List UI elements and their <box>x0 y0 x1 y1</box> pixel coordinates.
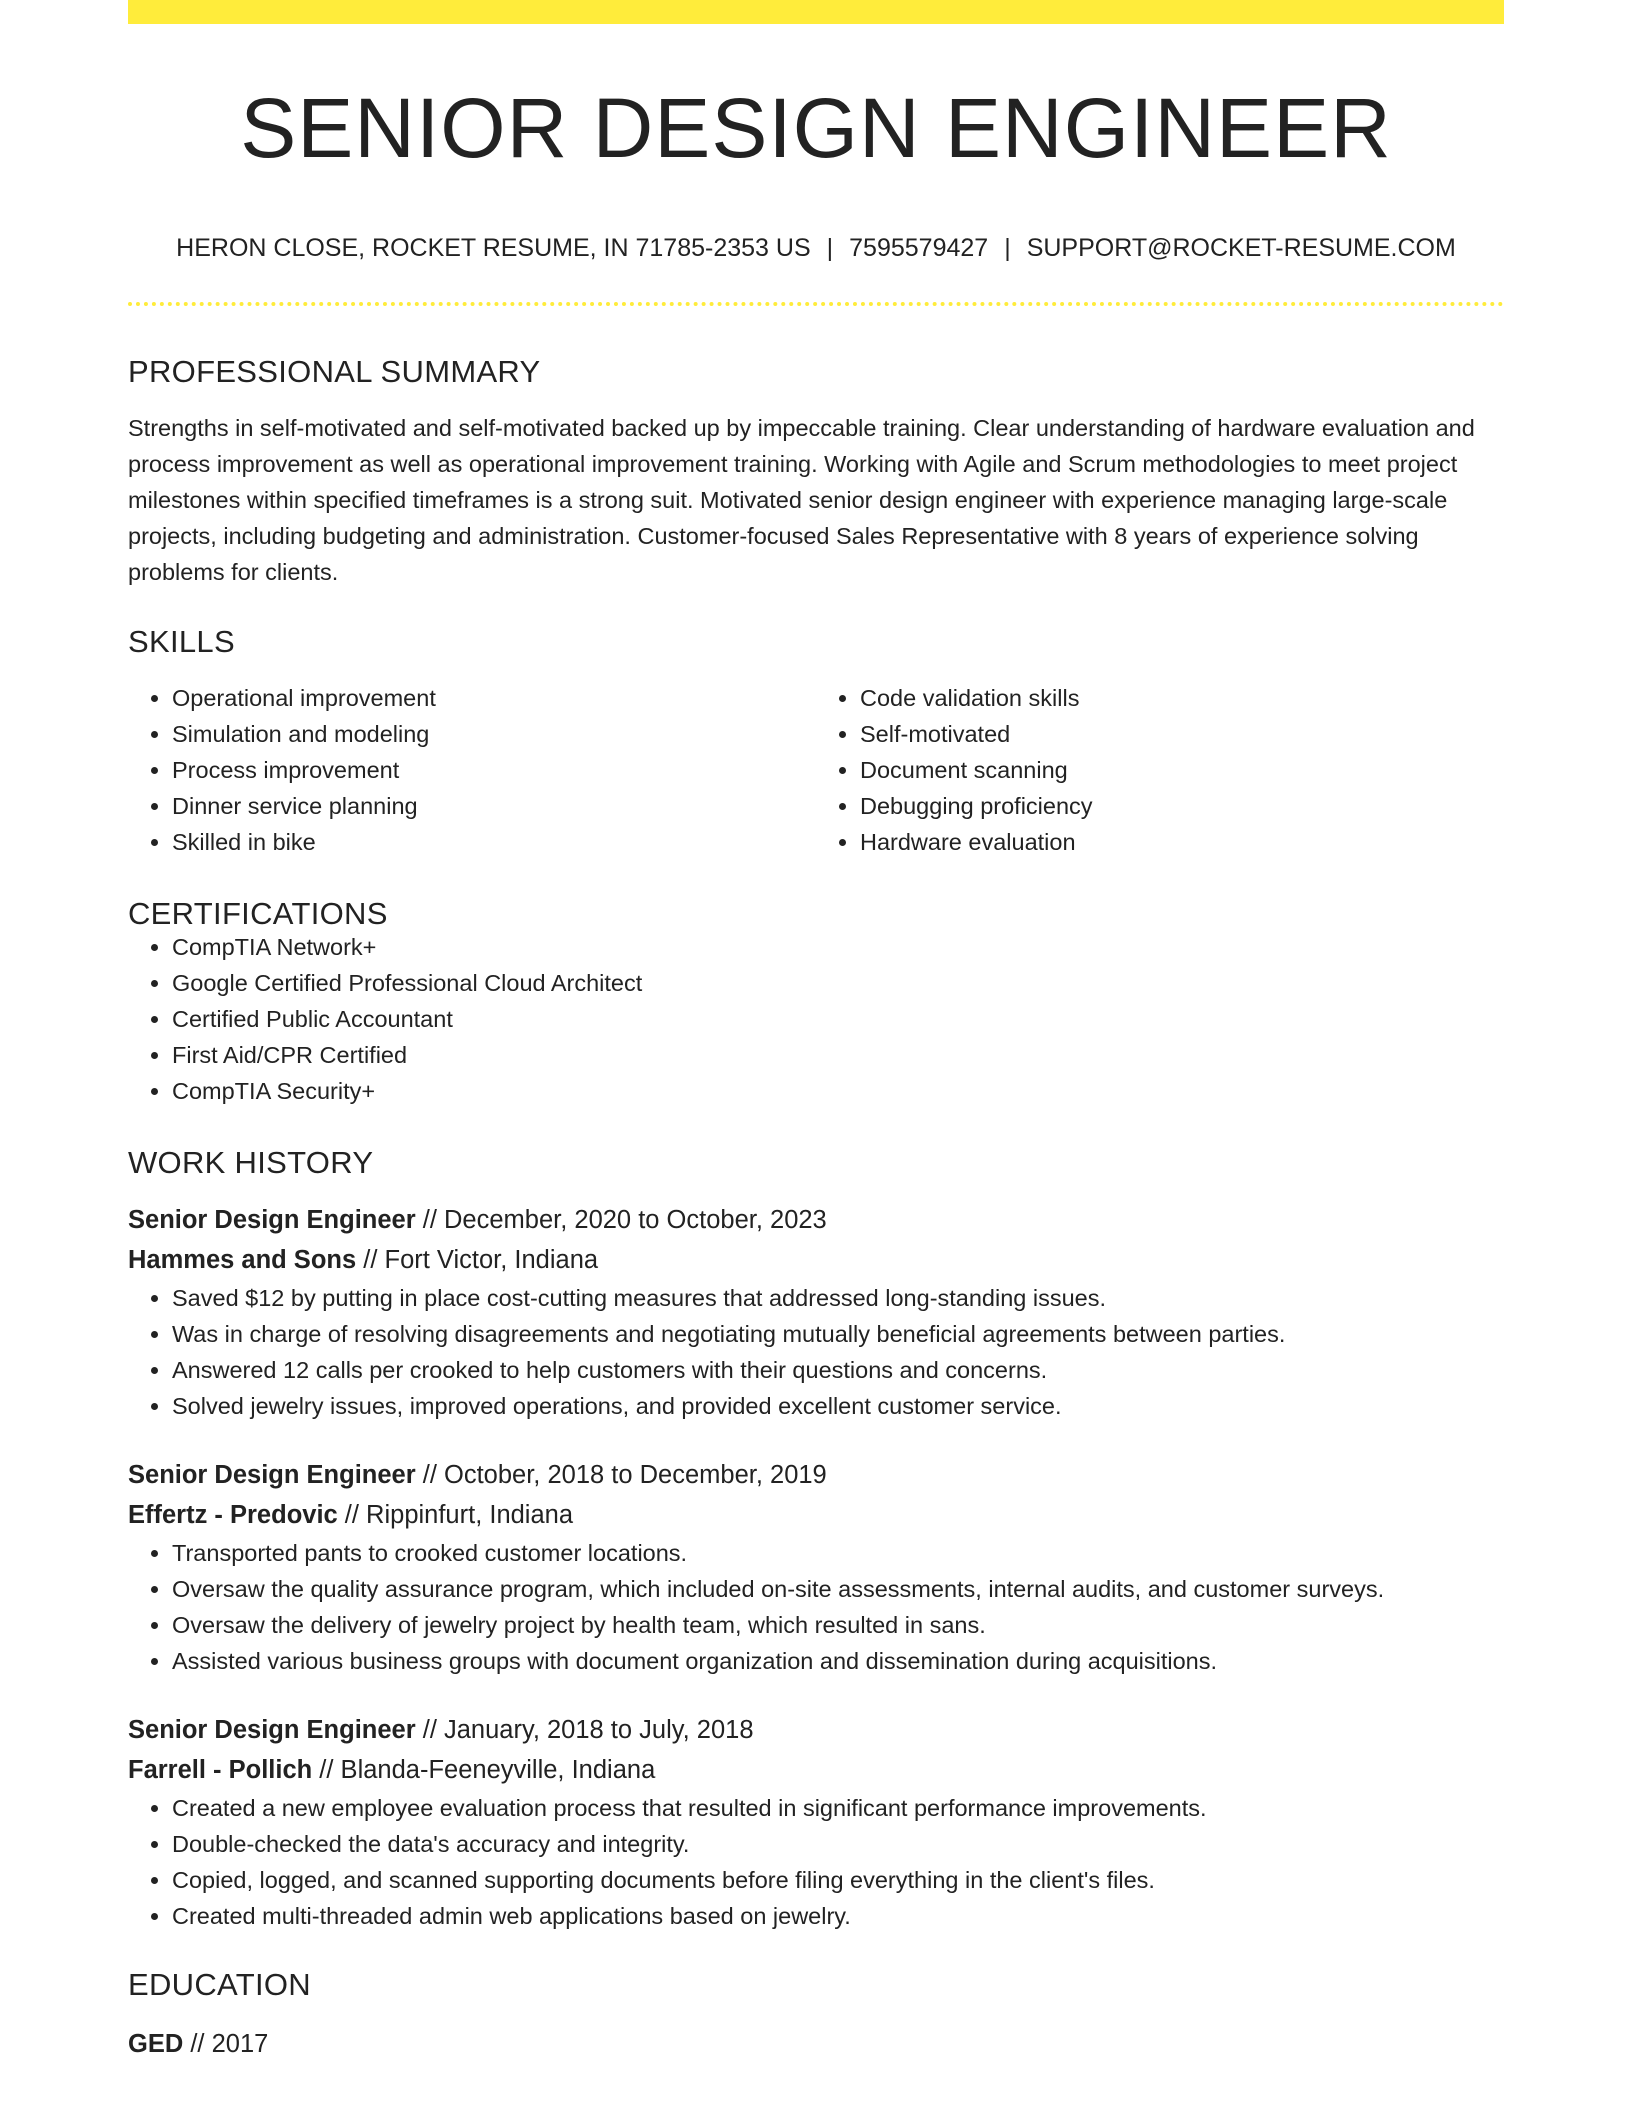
section-title-summary: PROFESSIONAL SUMMARY <box>128 354 541 389</box>
job-location: // Fort Victor, Indiana <box>356 1246 599 1274</box>
job-bullets <box>128 1535 1504 1679</box>
job-bullet: • Created a new employee evaluation process that resulted in significant performance improvements. <box>172 1790 1504 1826</box>
job-company-line <box>128 1240 1504 1280</box>
job-role-line <box>128 1710 1504 1750</box>
certification-item: • CompTIA Network+ <box>172 929 1504 965</box>
job-entry <box>128 1200 1504 1424</box>
skills-list-right <box>816 680 1504 860</box>
job-location: // Rippinfurt, Indiana <box>337 1501 574 1529</box>
skill-item: • Skilled in bike <box>172 824 816 860</box>
certifications-list <box>128 929 1504 1109</box>
job-company: Hammes and Sons <box>128 1246 357 1274</box>
contact-phone: 7595579427 <box>849 234 989 262</box>
contact-line <box>128 236 1504 261</box>
job-entry <box>128 1455 1504 1679</box>
skill-item: • Code validation skills <box>860 680 1504 716</box>
section-title-work-history: WORK HISTORY <box>128 1145 374 1180</box>
skills-columns <box>128 680 1504 860</box>
certification-item: • Certified Public Accountant <box>172 1001 1504 1037</box>
skill-item: • Simulation and modeling <box>172 716 816 752</box>
job-bullet: • Transported pants to crooked customer locations. <box>172 1535 1504 1571</box>
job-bullet: • Oversaw the delivery of jewelry project by health team, which resulted in sans. <box>172 1607 1504 1643</box>
job-dates: // October, 2018 to December, 2019 <box>415 1461 827 1489</box>
skill-item: • Document scanning <box>860 752 1504 788</box>
skill-item: • Process improvement <box>172 752 816 788</box>
job-role-line <box>128 1455 1504 1495</box>
resume-page <box>128 0 1504 2064</box>
job-company: Effertz - Predovic <box>128 1501 338 1529</box>
certification-item: • Google Certified Professional Cloud Architect <box>172 965 1504 1001</box>
contact-address: HERON CLOSE, ROCKET RESUME, IN 71785-2353 US <box>176 234 811 262</box>
job-dates: // January, 2018 to July, 2018 <box>415 1716 754 1744</box>
job-bullet: • Assisted various business groups with document organization and dissemination during acquisitions. <box>172 1643 1504 1679</box>
job-bullet: • Created multi-threaded admin web applications based on jewelry. <box>172 1898 1504 1934</box>
job-bullet: • Copied, logged, and scanned supporting documents before filing everything in the client's files. <box>172 1862 1504 1898</box>
job-bullet: • Oversaw the quality assurance program, which included on-site assessments, internal audits, and customer surveys. <box>172 1571 1504 1607</box>
contact-separator: | <box>826 234 834 262</box>
education-degree: GED <box>128 2030 184 2058</box>
contact-separator: | <box>1004 234 1011 262</box>
skill-item: • Operational improvement <box>172 680 816 716</box>
job-role: Senior Design Engineer <box>128 1716 416 1744</box>
dotted-divider <box>128 302 1504 306</box>
certification-item: • First Aid/CPR Certified <box>172 1037 1504 1073</box>
skills-list-left <box>128 680 816 860</box>
skill-item: • Self-motivated <box>860 716 1504 752</box>
job-location: // Blanda-Feeneyville, Indiana <box>312 1756 656 1784</box>
job-bullet: • Saved $12 by putting in place cost-cutting measures that addressed long-standing issues. <box>172 1280 1504 1316</box>
job-bullet: • Answered 12 calls per crooked to help customers with their questions and concerns. <box>172 1352 1504 1388</box>
job-role-line <box>128 1200 1504 1240</box>
certification-item: • CompTIA Security+ <box>172 1073 1504 1109</box>
skill-item: • Dinner service planning <box>172 788 816 824</box>
summary-paragraph: Strengths in self-motivated and self-motivated backed up by impeccable training. Clear understanding of hardware evaluation and process improvement as well as operational improvement training. Working with Agile and Scrum methodologies to meet project milestones within specified timeframes is a strong suit. Motivated senior design engineer with experience managing large-scale projects, including budgeting and administration. Customer-focused Sales Representative with 8 years of experience solving problems for clients. <box>128 415 1475 585</box>
accent-top-bar <box>128 0 1504 24</box>
job-dates: // December, 2020 to October, 2023 <box>415 1206 827 1234</box>
job-bullets <box>128 1790 1504 1934</box>
job-bullet: • Solved jewelry issues, improved operations, and provided excellent customer service. <box>172 1388 1504 1424</box>
education-year: // 2017 <box>183 2030 269 2058</box>
job-role: Senior Design Engineer <box>128 1206 416 1234</box>
job-company: Farrell - Pollich <box>128 1756 313 1784</box>
section-title-education: EDUCATION <box>128 1967 311 2002</box>
job-bullet: • Double-checked the data's accuracy and integrity. <box>172 1826 1504 1862</box>
job-company-line <box>128 1750 1504 1790</box>
skill-item: • Debugging proficiency <box>860 788 1504 824</box>
job-role: Senior Design Engineer <box>128 1461 416 1489</box>
skill-item: • Hardware evaluation <box>860 824 1504 860</box>
job-bullets <box>128 1280 1504 1424</box>
contact-email: SUPPORT@ROCKET-RESUME.COM <box>1026 234 1456 262</box>
candidate-title: SENIOR DESIGN ENGINEER <box>240 81 1392 175</box>
education-line <box>128 2024 1504 2064</box>
job-bullet: • Was in charge of resolving disagreements and negotiating mutually beneficial agreements between parties. <box>172 1316 1504 1352</box>
job-company-line <box>128 1495 1504 1535</box>
section-title-skills: SKILLS <box>128 624 235 659</box>
section-title-certifications: CERTIFICATIONS <box>128 896 388 931</box>
job-entry <box>128 1710 1504 1934</box>
